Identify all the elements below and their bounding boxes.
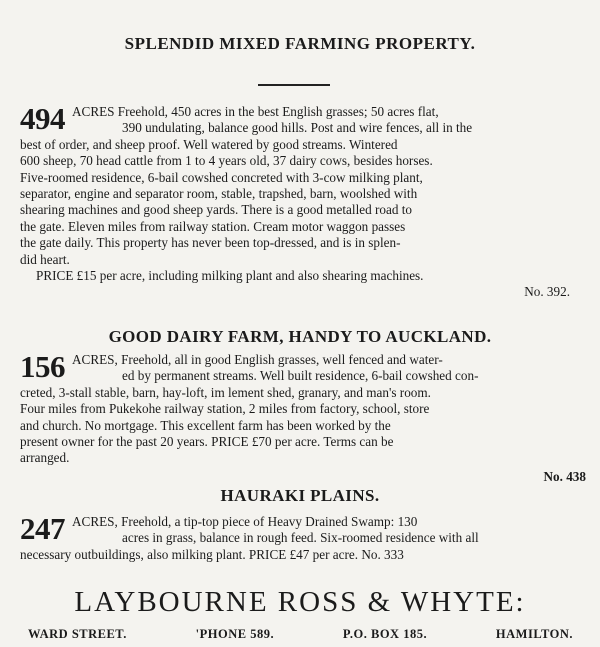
- listing-line: present owner for the past 20 years. PRICE £70 per acre. Terms can be: [20, 434, 394, 450]
- firm-name: LAYBOURNE ROSS & WHYTE:: [74, 586, 526, 618]
- listing-line: ed by permanent streams. Well built residence, 6-bail cowshed con-: [122, 368, 479, 384]
- price-line: PRICE £15 per acre, including milking plant and also shearing machines.: [36, 268, 424, 284]
- listing-line: Five-roomed residence, 6-bail cowshed concreted with 3-cow milking plant,: [20, 169, 423, 185]
- listing-line: ACRES, Freehold, all in good English grasses, well fenced and water-: [72, 352, 443, 367]
- reference-number: No. 392.: [524, 284, 570, 300]
- listing-line: the gate. Eleven miles from railway station. Cream motor waggon passes: [20, 218, 406, 234]
- listing-line: 600 sheep, 70 head cattle from 1 to 4 years old, 37 dairy cows, besides horses.: [20, 153, 433, 169]
- listing-line: separator, engine and separator room, stable, trapshed, barn, woolshed with: [20, 186, 418, 202]
- listing-line: and church. No mortgage. This excellent farm has been worked by the: [20, 417, 391, 433]
- listing-line: did heart.: [20, 251, 70, 267]
- listing-156-acres: [20, 349, 584, 467]
- listing-line: creted, 3-stall stable, barn, hay-loft, im lement shed, granary, and man's room.: [20, 384, 431, 400]
- acres-number: 156: [20, 349, 65, 384]
- divider-rule: [258, 84, 330, 86]
- po-box: P.O. BOX 185.: [342, 627, 428, 641]
- section-heading-hauraki: HAURAKI PLAINS.: [220, 486, 380, 505]
- listing-494-acres: [20, 101, 584, 301]
- listing-line: shearing machines and good sheep yards. There is a good metalled road to: [20, 202, 412, 218]
- section-heading-dairy: GOOD DAIRY FARM, HANDY TO AUCKLAND.: [108, 327, 492, 346]
- address-line: [28, 627, 573, 642]
- listing-line: best of order, and sheep proof. Well watered by good streams. Wintered: [20, 136, 398, 152]
- listing-line: ACRES, Freehold, a tip-top piece of Heavy Drained Swamp: 130: [72, 514, 418, 529]
- listing-line: arranged.: [20, 450, 70, 466]
- listing-line: 390 undulating, balance good hills. Post and wire fences, all in the: [122, 120, 473, 136]
- town-name: HAMILTON.: [495, 627, 573, 641]
- headline: SPLENDID MIXED FARMING PROPERTY.: [124, 34, 476, 53]
- street-address: WARD STREET.: [28, 627, 127, 641]
- acres-number: 247: [20, 511, 65, 546]
- listing-line: ACRES Freehold, 450 acres in the best English grasses; 50 acres flat,: [72, 104, 439, 119]
- acres-number: 494: [20, 101, 65, 136]
- listing-line: acres in grass, balance in rough feed. Six-roomed residence with all: [122, 530, 479, 546]
- phone-number: 'PHONE 589.: [195, 627, 275, 641]
- listing-line: necessary outbuildings, also milking plant. PRICE £47 per acre. No. 333: [20, 546, 404, 562]
- listing-line: Four miles from Pukekohe railway station, 2 miles from factory, school, store: [20, 401, 430, 417]
- reference-number: No. 438: [543, 469, 586, 484]
- listing-247-acres: [20, 511, 584, 563]
- listing-line: the gate daily. This property has never been top-dressed, and is in splen-: [20, 235, 401, 251]
